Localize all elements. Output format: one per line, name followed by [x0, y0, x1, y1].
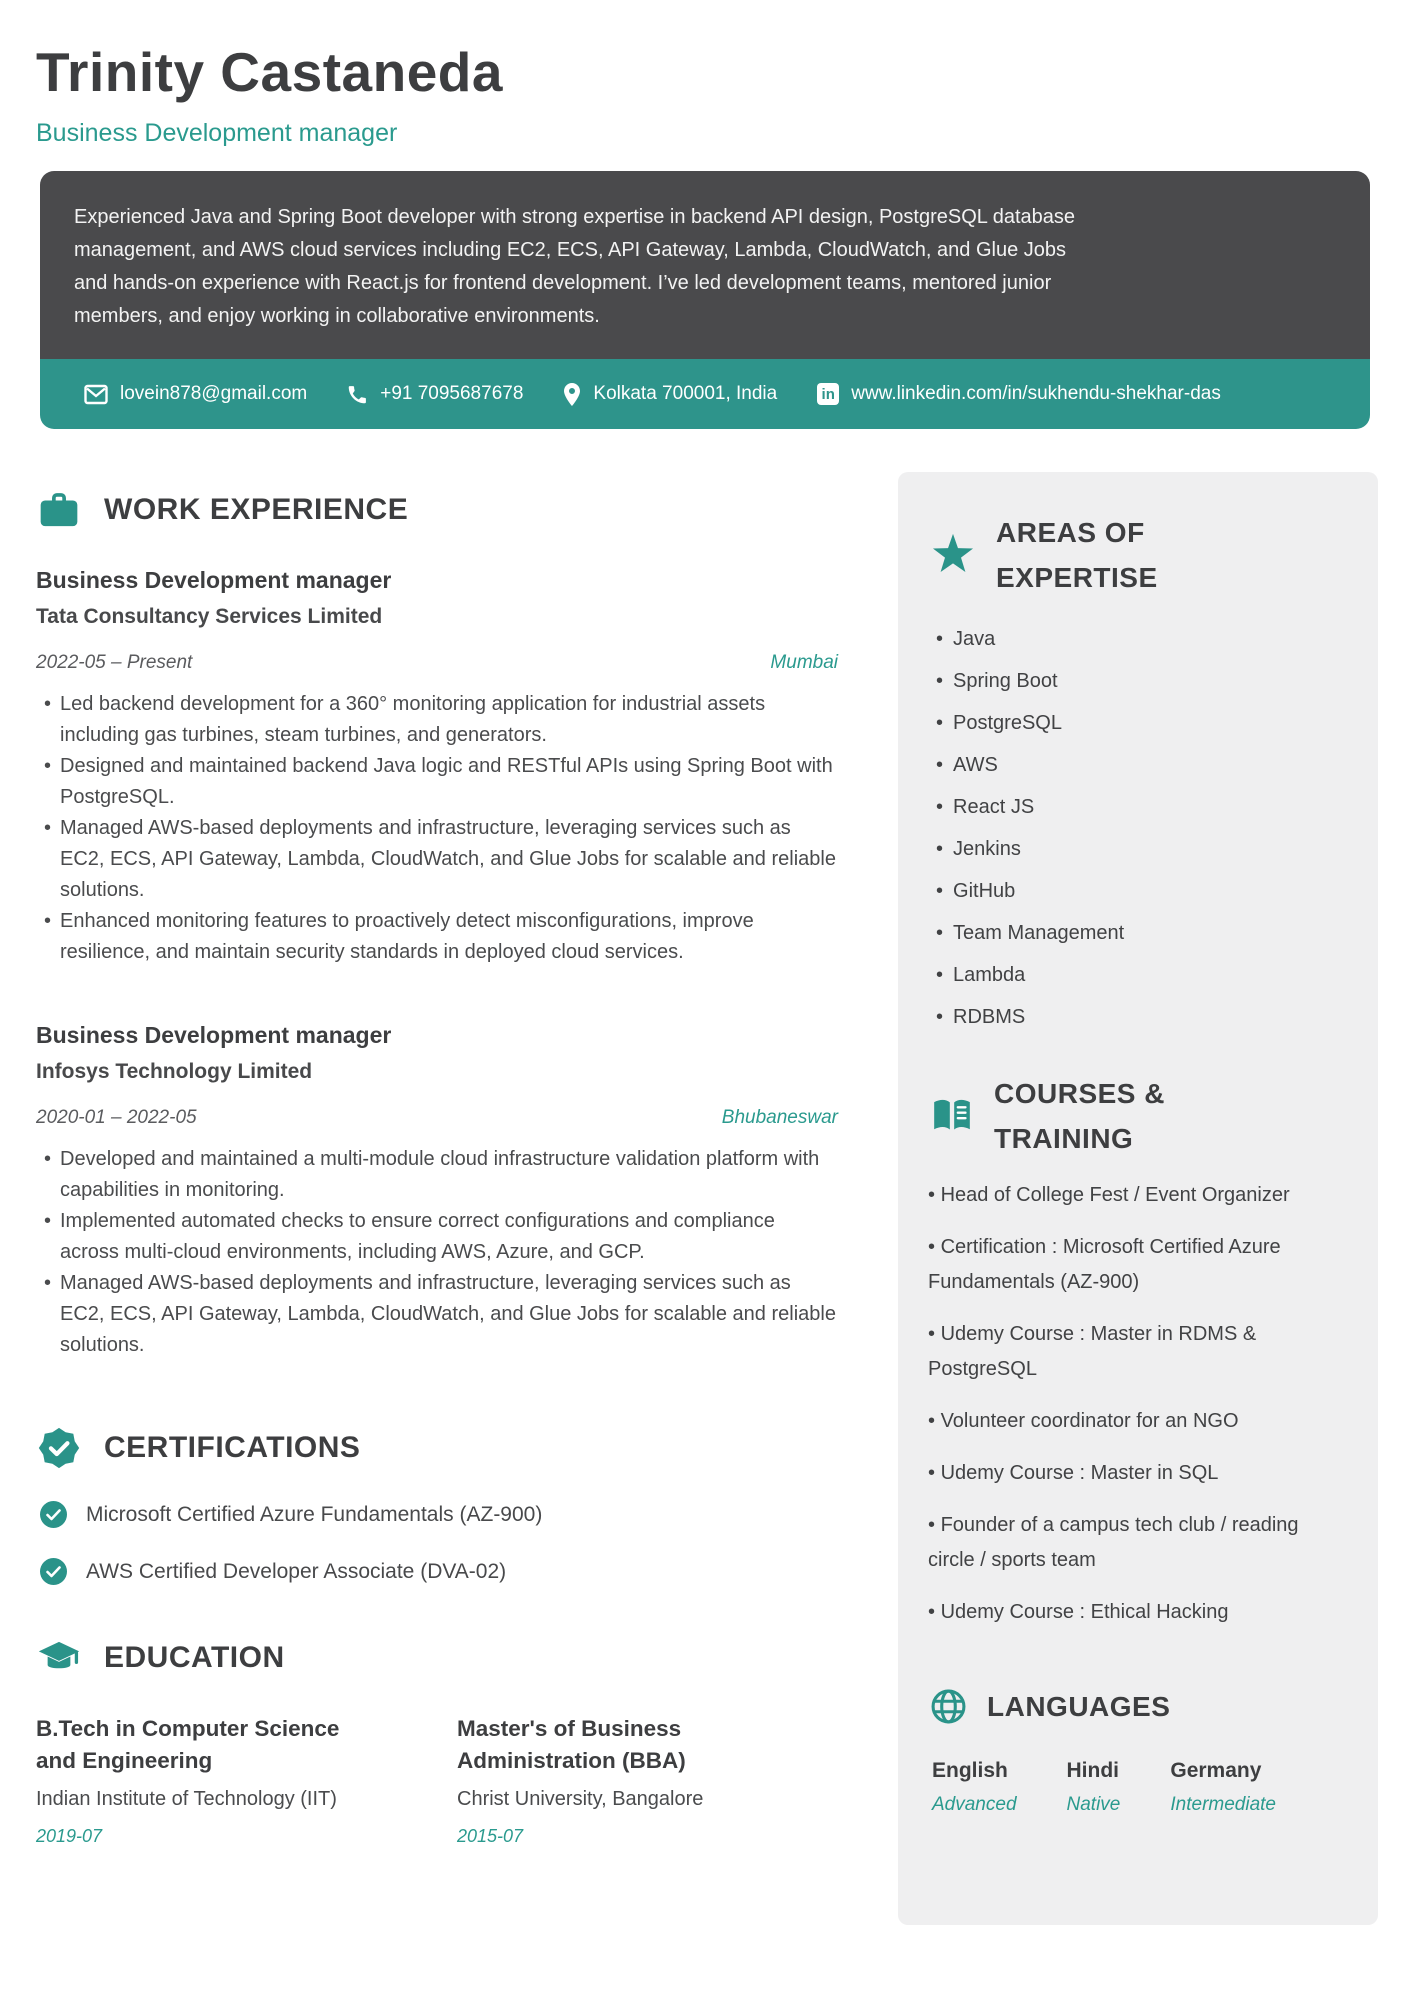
job-company: Infosys Technology Limited [36, 1060, 313, 1083]
certifications-header [36, 1425, 838, 1471]
expertise-item: • Spring Boot [936, 670, 1348, 693]
expertise-title-line2: EXPERTISE [996, 562, 1158, 593]
contact-phone-text: +91 7095687678 [380, 383, 524, 404]
summary-box [40, 171, 1370, 359]
courses-header [930, 1071, 1348, 1161]
phone-icon [347, 384, 368, 405]
certification-item [40, 1558, 838, 1585]
job-bullet: • Managed AWS-based deployments and infrastructure, leveraging services such as EC2, ECS, API Gateway, Lambda, CloudWatch, and Glue Jobs for scalable and reliable solutions. [60, 1268, 838, 1361]
expertise-item: • Team Management [936, 922, 1348, 945]
job-dates: 2020-01 – 2022-05 [36, 1107, 197, 1128]
expertise-item: • AWS [936, 754, 1348, 777]
expertise-item: • Jenkins [936, 838, 1348, 861]
expertise-item: • GitHub [936, 880, 1348, 903]
globe-icon [930, 1688, 967, 1725]
course-item: • Udemy Course : Master in SQL [928, 1456, 1348, 1491]
language-name: Hindi [1066, 1759, 1120, 1782]
education-header [36, 1635, 838, 1681]
language-level: Advanced [932, 1794, 1017, 1815]
education-school: Indian Institute of Technology (IIT) [36, 1788, 337, 1810]
contact-location-text: Kolkata 700001, India [593, 383, 778, 404]
work-experience-header [36, 487, 838, 533]
course-item: • Volunteer coordinator for an NGO [928, 1404, 1348, 1439]
person-title: Business Development manager [36, 119, 398, 147]
job-title: Business Development manager [36, 567, 392, 593]
job-title: Business Development manager [36, 1022, 392, 1048]
contact-email[interactable] [84, 383, 307, 405]
briefcase-icon [36, 487, 82, 533]
job-bullet: • Enhanced monitoring features to proactively detect misconfigurations, improve resilience, and maintain security standards in deployed cloud services. [60, 906, 838, 968]
open-book-icon [930, 1096, 974, 1136]
certification-text: AWS Certified Developer Associate (DVA-02) [86, 1559, 507, 1583]
education-degree: B.Tech in Computer Science and Engineering [36, 1716, 340, 1773]
education-school: Christ University, Bangalore [457, 1788, 704, 1810]
course-item: • Udemy Course : Master in RDMS & PostgreSQL [928, 1317, 1348, 1387]
expertise-title-line1: AREAS OF [996, 517, 1145, 548]
course-item: • Certification : Microsoft Certified Azure Fundamentals (AZ-900) [928, 1230, 1348, 1300]
course-item: • Head of College Fest / Event Organizer [928, 1178, 1348, 1213]
job-bullet: • Managed AWS-based deployments and infrastructure, leveraging services such as EC2, ECS, API Gateway, Lambda, CloudWatch, and Glue Jobs for scalable and reliable solutions. [60, 813, 838, 906]
sidebar-panel [898, 472, 1378, 1925]
expertise-item: • React JS [936, 796, 1348, 819]
expertise-item: • Java [936, 628, 1348, 651]
language-name: Germany [1170, 1759, 1262, 1782]
expertise-item: • RDBMS [936, 1006, 1348, 1029]
check-circle-icon [40, 1501, 67, 1528]
courses-list [928, 1178, 1348, 1630]
certification-list [36, 1501, 838, 1585]
course-item: • Founder of a campus tech club / reading circle / sports team [928, 1508, 1348, 1578]
job-company: Tata Consultancy Services Limited [36, 605, 383, 628]
education-date: 2019-07 [36, 1826, 103, 1846]
job-bullet: • Led backend development for a 360° monitoring application for industrial assets including gas turbines, steam turbines, and generators. [60, 689, 838, 751]
languages-title: LANGUAGES [987, 1691, 1171, 1722]
language-name: English [932, 1759, 1008, 1782]
languages-list [928, 1759, 1348, 1816]
main-column [36, 429, 838, 1847]
work-experience-title: WORK EXPERIENCE [104, 493, 409, 526]
badge-check-icon [36, 1425, 82, 1471]
star-icon [930, 532, 976, 578]
linkedin-icon: in [817, 383, 839, 405]
education-title: EDUCATION [104, 1641, 285, 1674]
education-grid [36, 1713, 838, 1847]
expertise-item: • PostgreSQL [936, 712, 1348, 735]
job-location: Mumbai [770, 652, 838, 673]
areas-of-expertise-header [930, 510, 1348, 600]
person-name: Trinity Castaneda [36, 41, 503, 103]
language-entry-1 [932, 1759, 1017, 1816]
contact-linkedin-text: www.linkedin.com/in/sukhendu-shekhar-das [851, 383, 1221, 404]
check-circle-icon [40, 1558, 67, 1585]
job-bullet: • Developed and maintained a multi-module cloud infrastructure validation platform with capabilities in monitoring. [60, 1144, 838, 1206]
certifications-title: CERTIFICATIONS [104, 1431, 361, 1464]
course-item: • Udemy Course : Ethical Hacking [928, 1595, 1348, 1630]
job-entry-2 [36, 1022, 838, 1361]
job-bullet: • Implemented automated checks to ensure correct configurations and compliance across multi-cloud environments, including AWS, Azure, and GCP. [60, 1206, 838, 1268]
language-entry-2 [1067, 1759, 1121, 1816]
contact-email-text: lovein878@gmail.com [120, 383, 308, 404]
graduation-cap-icon [36, 1635, 82, 1681]
language-level: Native [1066, 1794, 1121, 1815]
courses-title-line2: TRAINING [994, 1123, 1134, 1154]
education-degree: Master's of Business Administration (BBA) [457, 1716, 686, 1773]
courses-title-line1: COURSES & [994, 1078, 1165, 1109]
job-bullet-list [36, 1144, 838, 1361]
job-entry-1 [36, 567, 838, 968]
education-entry-2 [457, 1713, 838, 1847]
contact-linkedin[interactable] [817, 383, 1221, 405]
email-icon [84, 384, 108, 405]
job-location: Bhubaneswar [721, 1107, 838, 1128]
education-date: 2015-07 [457, 1826, 524, 1846]
summary-text: Experienced Java and Spring Boot developer with strong expertise in backend API design, PostgreSQL database management, and AWS cloud services including EC2, ECS, API Gateway, Lambda, CloudWatch, and Glue Jobs and hands-on experience with React.js for frontend development. I’ve led development teams, mentored junior members, and enjoy working in collaborative environments. [74, 206, 1075, 327]
contact-bar [40, 359, 1370, 429]
language-entry-3 [1170, 1759, 1276, 1816]
contact-phone[interactable] [347, 383, 523, 405]
job-dates: 2022-05 – Present [36, 652, 193, 673]
expertise-item: • Lambda [936, 964, 1348, 987]
job-bullet-list [36, 689, 838, 968]
contact-location [563, 383, 777, 406]
location-pin-icon [563, 383, 581, 406]
languages-header [930, 1684, 1348, 1729]
education-entry-1 [36, 1713, 417, 1847]
certification-item [40, 1501, 838, 1528]
job-bullet: • Designed and maintained backend Java logic and RESTful APIs using Spring Boot with PostgreSQL. [60, 751, 838, 813]
expertise-list [928, 628, 1348, 1029]
certification-text: Microsoft Certified Azure Fundamentals (AZ-900) [86, 1502, 543, 1526]
language-level: Intermediate [1170, 1794, 1276, 1815]
